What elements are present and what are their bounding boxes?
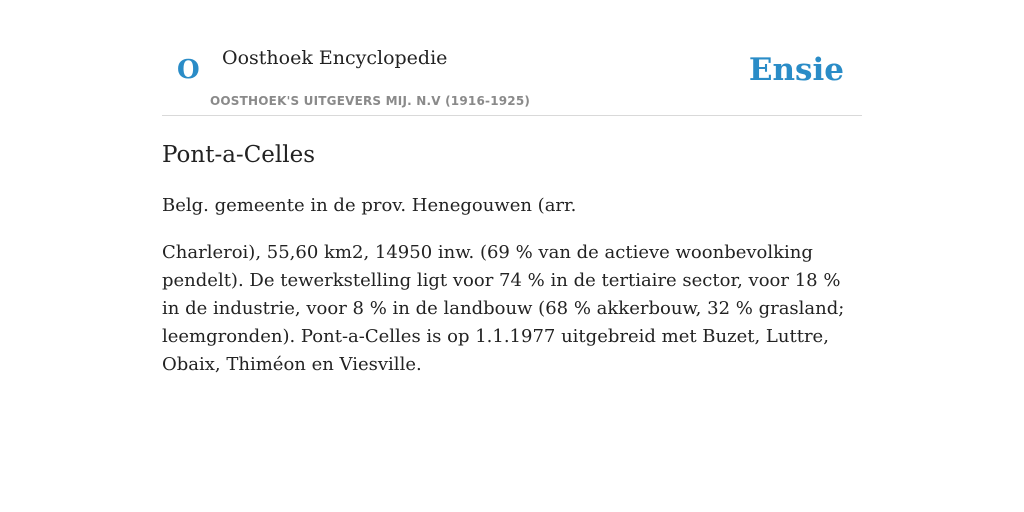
encyclopedia-logo-icon[interactable]: O xyxy=(177,55,200,85)
article-title: Pont-a-Celles xyxy=(162,142,316,168)
ensie-logo-link[interactable]: Ensie xyxy=(748,52,844,88)
encyclopedia-title-link[interactable]: Oosthoek Encyclopedie xyxy=(222,47,448,69)
article-paragraph: Belg. gemeente in de prov. Henegouwen (arr. xyxy=(162,195,577,216)
publisher-label: OOSTHOEK'S UITGEVERS MIJ. N.V (1916-1925) xyxy=(210,94,531,108)
page xyxy=(162,0,862,379)
header xyxy=(162,0,862,116)
article-paragraph: Charleroi), 55,60 km2, 14950 inw. (69 % van de actieve woonbevolking pendelt). De tewerkstelling ligt voor 74 % in de tertiaire sector, voor 18 % in de industrie, voor 8 % in de landbouw (68 % akkerbouw, 32 % grasland; leemgronden). Pont-a-Celles is op 1.1.1977 uitgebreid met Buzet, Luttre, Obaix, Thiméon en Viesville. xyxy=(162,242,845,375)
